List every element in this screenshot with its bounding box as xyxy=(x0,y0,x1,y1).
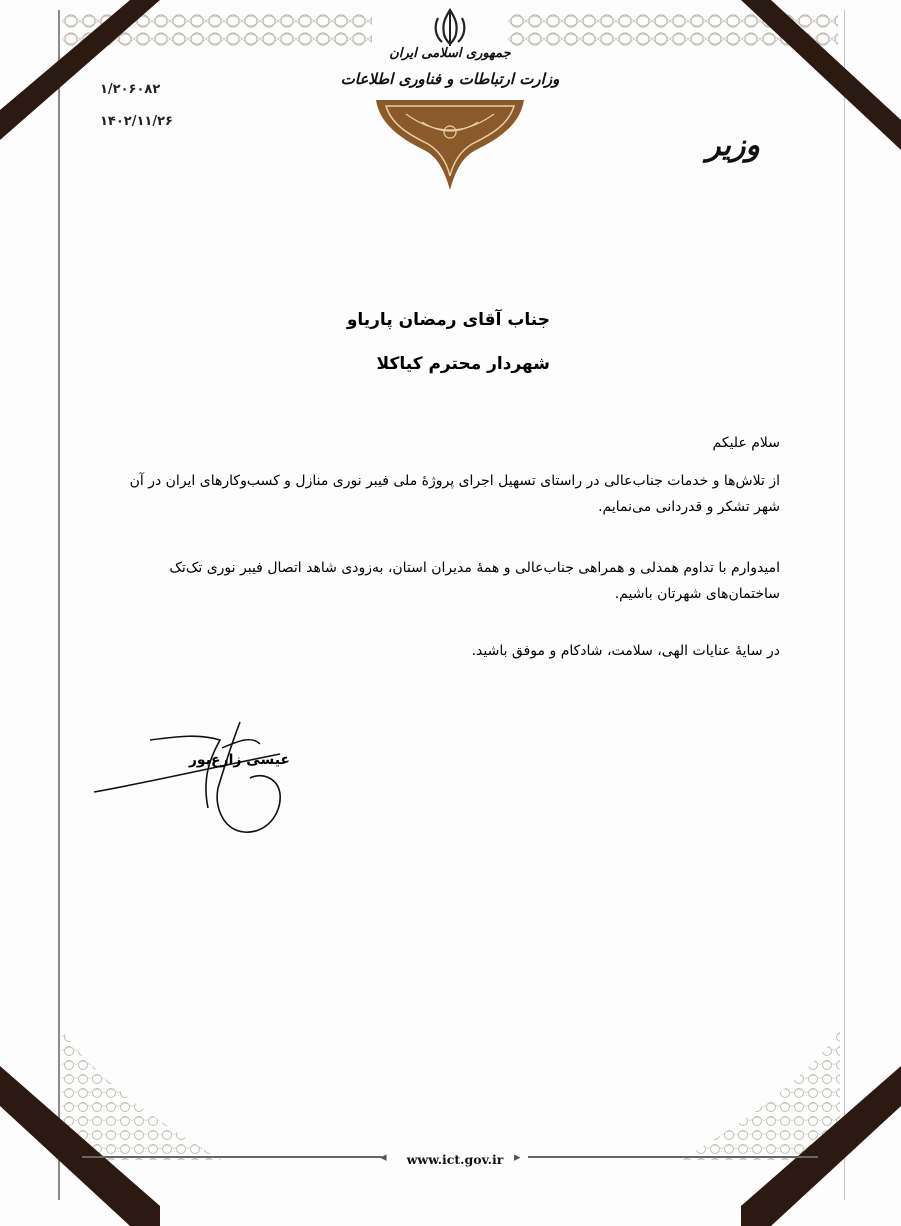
national-emblem-icon xyxy=(428,6,472,50)
ministry-shield-ornament xyxy=(376,96,524,192)
addressee-name: جناب آقای رمضان پاریاو xyxy=(346,310,550,330)
body-paragraph-1: از تلاش‌ها و خدمات جناب‌عالی در راستای تسهیل اجرای پروژهٔ ملی فیبر نوری منازل و کسب‌وکارهای ایران در آن شهر تشکر و قدردانی می‌نمایم. xyxy=(129,473,780,515)
corner-mount-bottom-right xyxy=(741,1066,901,1226)
handwritten-signature xyxy=(90,718,310,838)
body-paragraph-2: امیدوارم با تداوم همدلی و همراهی جناب‌عالی و همهٔ مدیران استان، به‌زودی شاهد اتصال فیبر نوری تک‌تک ساختمان‌های شهرتان باشیم. xyxy=(169,560,780,602)
minister-title: وزیر xyxy=(706,128,760,163)
footer-website: www.ict.gov.ir xyxy=(406,1152,504,1167)
footer-rule-right xyxy=(528,1156,818,1158)
footer-arrow-left-icon: ◂ xyxy=(380,1150,387,1165)
corner-mount-top-right xyxy=(741,0,901,150)
footer-arrow-right-icon: ▸ xyxy=(514,1150,521,1165)
corner-mount-bottom-left xyxy=(0,1066,160,1226)
signatory-name: عیسی زارع‌پور xyxy=(188,752,290,768)
salutation: سلام علیکم xyxy=(712,435,780,451)
footer-rule-left xyxy=(82,1156,382,1158)
republic-header: جمهوری اسلامی ایران xyxy=(389,46,511,61)
letter-date: ۱۴۰۲/۱۱/۲۶ xyxy=(100,114,173,129)
letter-number: ۱/۲۰۶۰۸۲ xyxy=(100,82,161,97)
addressee-title: شهردار محترم کیاکلا xyxy=(376,354,550,374)
ministry-header: وزارت ارتباطات و فناوری اطلاعات xyxy=(340,70,560,88)
body-paragraph-3: در سایهٔ عنایات الهی، سلامت، شادکام و موفق باشید. xyxy=(471,643,780,659)
